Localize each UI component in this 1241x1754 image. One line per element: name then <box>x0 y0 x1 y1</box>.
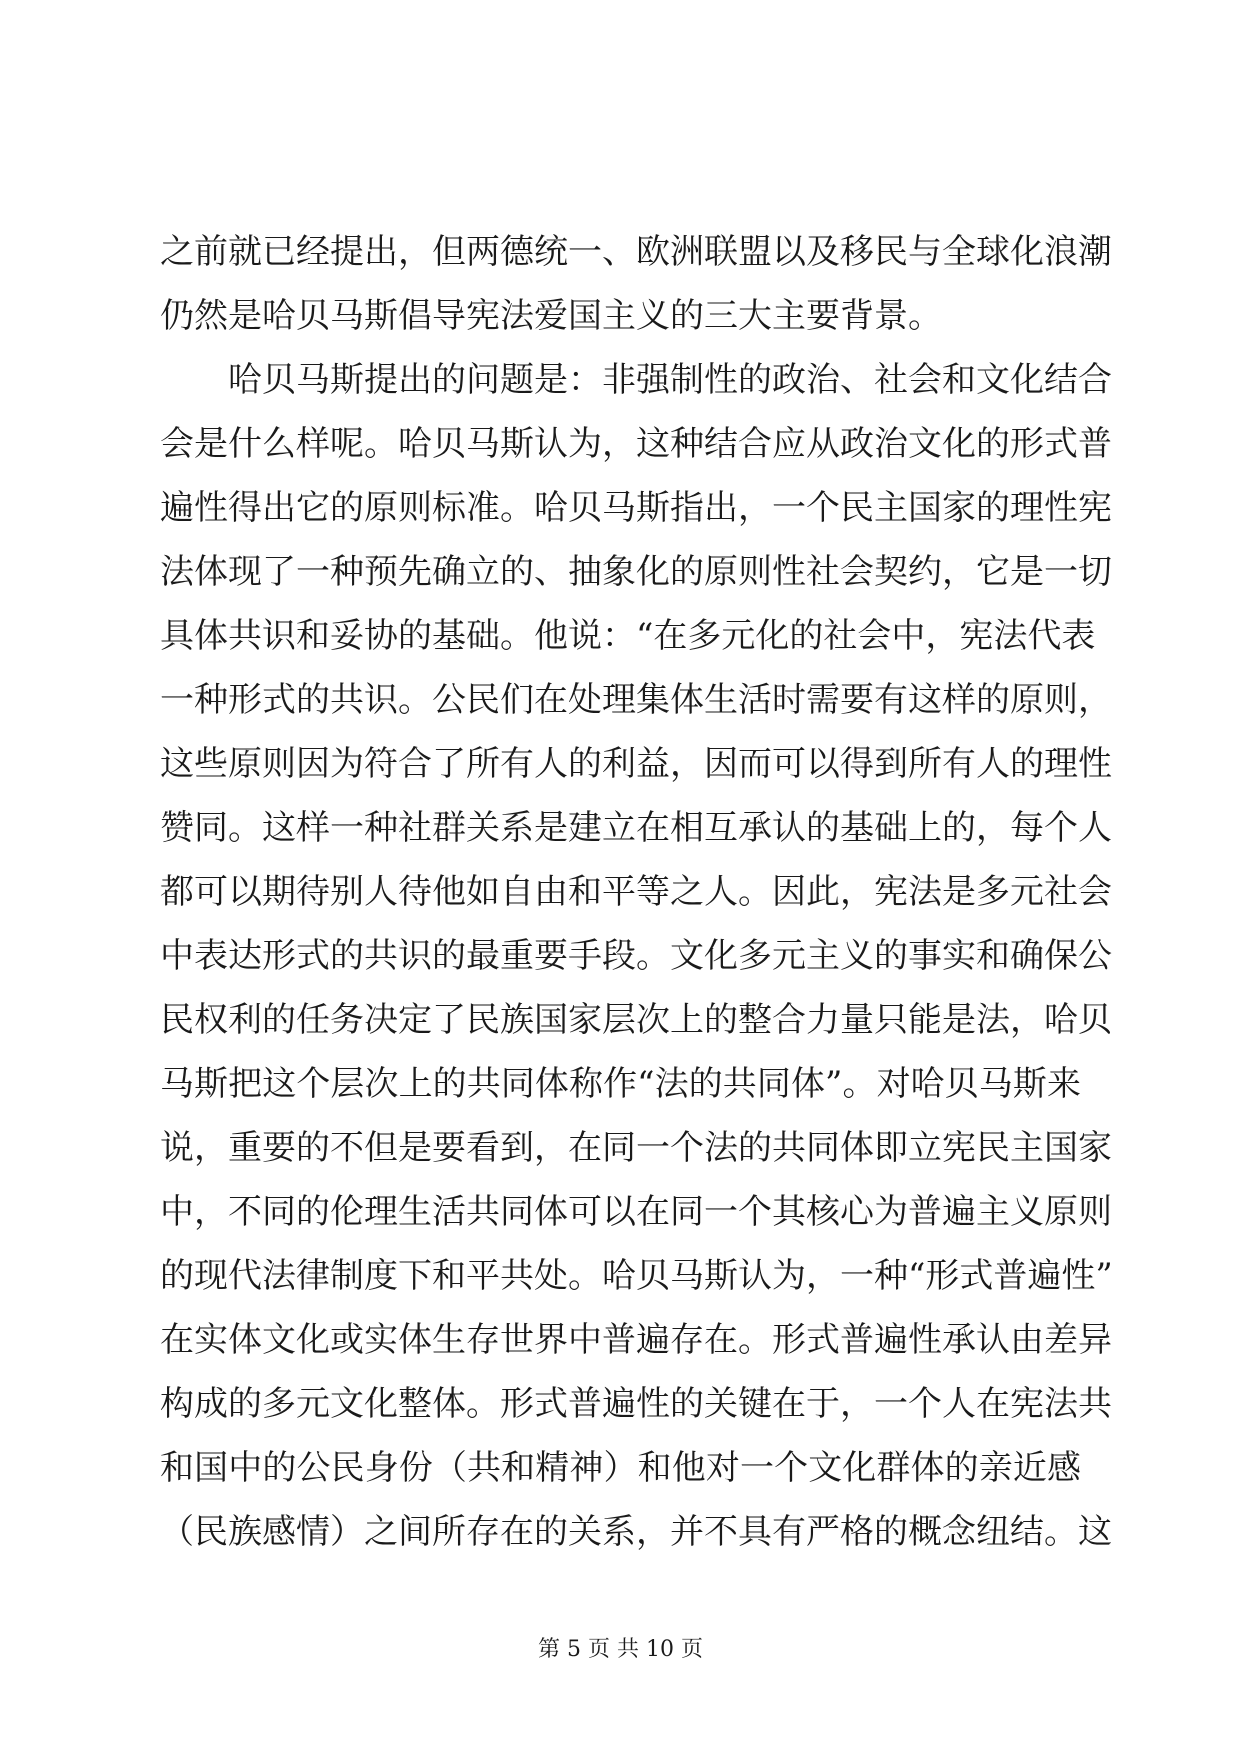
text-line: 构成的多元文化整体。形式普遍性的关键在于，一个人在宪法共 <box>160 1384 1112 1424</box>
text-line: 仍然是哈贝马斯倡导宪法爱国主义的三大主要背景。 <box>160 296 942 336</box>
paragraph <box>160 348 1113 1564</box>
paragraph <box>160 220 1112 348</box>
text-line: 中，不同的伦理生活共同体可以在同一个其核心为普遍主义原则 <box>160 1192 1112 1232</box>
text-line: 在实体文化或实体生存世界中普遍存在。形式普遍性承认由差异 <box>160 1320 1112 1360</box>
text-line: 都可以期待别人待他如自由和平等之人。因此，宪法是多元社会 <box>160 872 1112 912</box>
text-line: 马斯把这个层次上的共同体称作“法的共同体”。对哈贝马斯来 <box>160 1064 1081 1104</box>
text-line: 民权利的任务决定了民族国家层次上的整合力量只能是法，哈贝 <box>160 1000 1112 1040</box>
text-line: 哈贝马斯提出的问题是：非强制性的政治、社会和文化结合 <box>228 360 1112 400</box>
text-line: 这些原则因为符合了所有人的利益，因而可以得到所有人的理性 <box>160 744 1112 784</box>
page-number-footer: 第 5 页 共 10 页 <box>538 1637 703 1662</box>
text-line: 具体共识和妥协的基础。他说：“在多元化的社会中，宪法代表 <box>160 616 1096 656</box>
text-line: 之前就已经提出，但两德统一、欧洲联盟以及移民与全球化浪潮 <box>160 232 1112 272</box>
document-body <box>160 220 1113 1564</box>
text-line: 和国中的公民身份（共和精神）和他对一个文化群体的亲近感 <box>160 1448 1081 1488</box>
text-line: 说，重要的不但是要看到，在同一个法的共同体即立宪民主国家 <box>160 1128 1112 1168</box>
text-line: 中表达形式的共识的最重要手段。文化多元主义的事实和确保公 <box>160 936 1112 976</box>
text-line: 会是什么样呢。哈贝马斯认为，这种结合应从政治文化的形式普 <box>160 424 1112 464</box>
text-line: 赞同。这样一种社群关系是建立在相互承认的基础上的，每个人 <box>160 808 1112 848</box>
text-line: 一种形式的共识。公民们在处理集体生活时需要有这样的原则， <box>160 680 1112 720</box>
text-line: 遍性得出它的原则标准。哈贝马斯指出，一个民主国家的理性宪 <box>160 488 1112 528</box>
text-line: 的现代法律制度下和平共处。哈贝马斯认为，一种“形式普遍性” <box>160 1256 1113 1296</box>
text-line: 法体现了一种预先确立的、抽象化的原则性社会契约，它是一切 <box>160 552 1112 592</box>
text-line: （民族感情）之间所存在的关系，并不具有严格的概念纽结。这 <box>160 1512 1112 1552</box>
